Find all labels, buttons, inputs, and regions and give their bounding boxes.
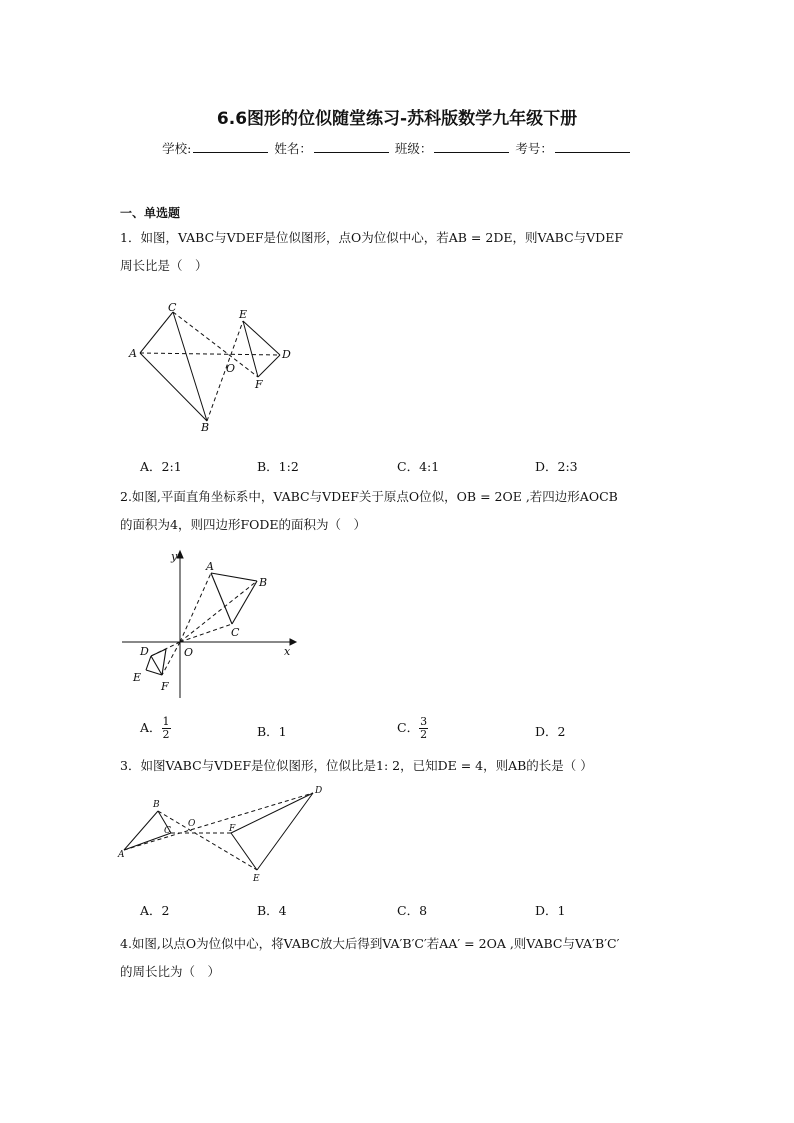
q1-label-o: O [226, 362, 236, 375]
class-blank[interactable] [434, 141, 509, 153]
q2-label-a: A [206, 560, 214, 573]
q2-option-b[interactable]: B．1 [257, 724, 287, 739]
q1-label-d: D [282, 348, 291, 361]
q3-label-e: E [253, 874, 260, 884]
q3-label-b: B [153, 800, 160, 810]
q3-option-c[interactable]: C．8 [397, 903, 428, 918]
q3-label-f: F [229, 824, 236, 834]
q2-option-c[interactable] [397, 716, 428, 741]
question-1-line1: 1．如图，VABC与VDEF是位似图形，点O为位似中心，若AB = 2DE，则VABC与VDEF [120, 230, 624, 245]
q3-option-a[interactable]: A．2 [140, 903, 170, 918]
name-blank[interactable] [314, 141, 389, 153]
q1-label-b: B [201, 421, 210, 434]
q2-option-a-numerator: 1 [162, 715, 170, 728]
question-4-line1: 4.如图,以点O为位似中心，将VABC放大后得到VA′B′C′若AA′ = 2OA ,则VABC与VA′B′C′ [120, 936, 620, 951]
section-heading: 一、单选题 [120, 206, 181, 220]
q2-option-c-numerator: 3 [420, 715, 428, 728]
q2-label-c: C [231, 626, 240, 639]
question-1 [120, 224, 680, 280]
q2-option-d[interactable]: D．2 [535, 724, 566, 739]
q1-option-d[interactable]: D．2:3 [535, 459, 578, 474]
q1-label-c: C [168, 301, 177, 314]
school-label: 学校: [162, 141, 192, 156]
q3-label-c: C [164, 826, 171, 836]
q2-option-a[interactable] [140, 716, 171, 741]
q1-label-e: E [239, 308, 248, 321]
q2-option-a-denominator: 2 [162, 728, 170, 741]
q1-option-b[interactable]: B．1:2 [257, 459, 299, 474]
q3-option-b[interactable]: B．4 [257, 903, 287, 918]
q2-option-c-prefix: C． [397, 720, 420, 735]
class-label: 班级： [394, 141, 433, 156]
school-blank[interactable] [193, 141, 268, 153]
name-label: 姓名： [274, 141, 312, 156]
q2-option-a-prefix: A． [140, 720, 162, 735]
q3-label-a: A [118, 850, 125, 860]
q2-label-d: D [140, 645, 149, 658]
q2-label-x: x [284, 645, 291, 658]
q3-label-d: D [315, 786, 323, 796]
q2-label-y: y [171, 550, 178, 563]
q1-option-c[interactable]: C．4:1 [397, 459, 440, 474]
q1-label-f: F [255, 378, 263, 391]
question-3-figure [116, 782, 332, 886]
q3-label-o: O [188, 819, 196, 829]
question-2-line2: 的面积为4，则四边形FODE的面积为（ ） [120, 517, 367, 532]
q2-label-f: F [161, 680, 169, 693]
q2-label-e: E [133, 671, 142, 684]
student-info-line [0, 139, 794, 157]
q3-option-d[interactable]: D．1 [535, 903, 566, 918]
question-2 [120, 483, 680, 539]
page-title: 6.6图形的位似随堂练习-苏科版数学九年级下册 [216, 109, 578, 129]
q2-option-c-fraction [419, 716, 428, 741]
question-2-line1: 2.如图,平面直角坐标系中，VABC与VDEF关于原点O位似，OB = 2OE ,若四边形AOCB [120, 489, 618, 504]
question-1-line2: 周长比是（ ） [120, 258, 208, 273]
q1-option-a[interactable]: A．2:1 [140, 459, 182, 474]
q2-label-o: O [184, 646, 194, 659]
question-1-figure [125, 298, 300, 436]
question-2-figure [118, 546, 298, 700]
question-3-line1: 3．如图VABC与VDEF是位似图形，位似比是1: 2，已知DE = 4，则AB的长是（ ） [120, 758, 593, 773]
question-4 [120, 930, 680, 986]
number-label: 考号： [515, 141, 553, 156]
q2-option-a-fraction [162, 716, 171, 741]
q2-option-c-denominator: 2 [420, 728, 428, 741]
question-4-line2: 的周长比为（ ） [120, 964, 221, 979]
question-3 [120, 752, 680, 780]
q1-label-a: A [129, 347, 137, 360]
q2-label-b: B [259, 576, 268, 589]
number-blank[interactable] [555, 141, 630, 153]
